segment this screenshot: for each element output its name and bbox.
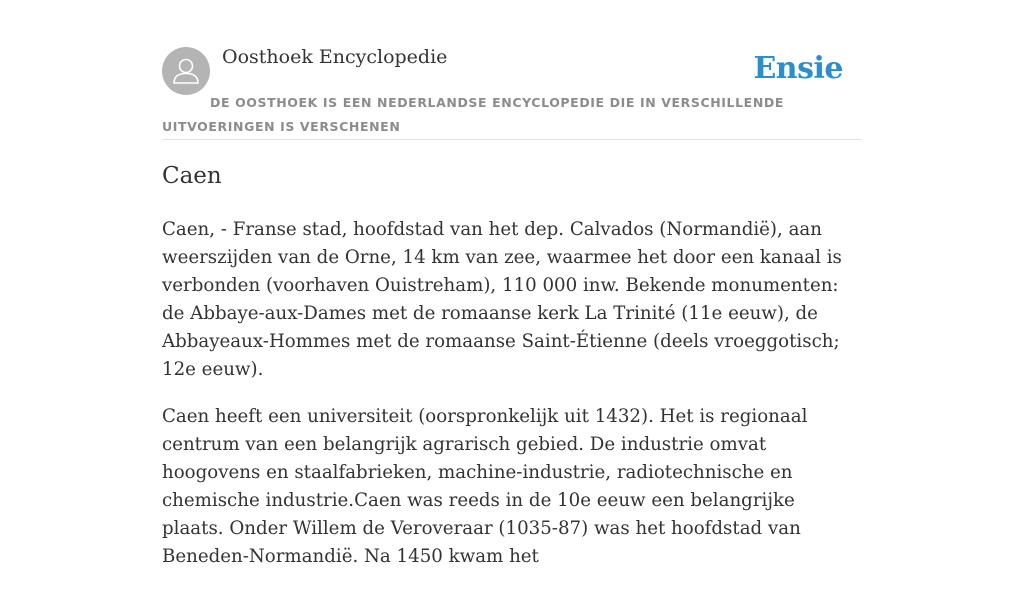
- article-paragraph: Caen heeft een universiteit (oorspronkelijk uit 1432). Het is regionaal centrum van een belangrijk agrarisch gebied. De industrie omvat hoogovens en staalfabrieken, machine-industrie, radiotechnische en chemische industrie.Caen was reeds in de 10e eeuw een belangrijke plaats. Onder Willem de Veroveraar (1035-87) was het hoofdstad van Beneden-Normandië. Na 1450 kwam het: [162, 406, 808, 567]
- article-body: [162, 216, 862, 590]
- header-divider: [162, 139, 862, 140]
- brand-logo[interactable]: Ensie: [753, 51, 843, 86]
- article-paragraph: Caen, - Franse stad, hoofdstad van het dep. Calvados (Normandië), aan weerszijden van de Orne, 14 km van zee, waarmee het door een kanaal is verbonden (voorhaven Ouistreham), 110 000 inw. Bekende monumenten: de Abbaye-aux-Dames met de romaanse kerk La Trinité (11e eeuw), de Abbayeaux-Hommes met de romaanse Saint-Étienne (deels vroeggotisch; 12e eeuw).: [162, 219, 842, 380]
- page-title: Caen: [162, 163, 222, 189]
- source-title-link[interactable]: Oosthoek Encyclopedie: [222, 46, 448, 68]
- source-description: DE OOSTHOEK IS EEN NEDERLANDSE ENCYCLOPEDIE DIE IN VERSCHILLENDE UITVOERINGEN IS VERSCHENEN: [162, 95, 784, 134]
- user-silhouette-icon: [162, 47, 210, 95]
